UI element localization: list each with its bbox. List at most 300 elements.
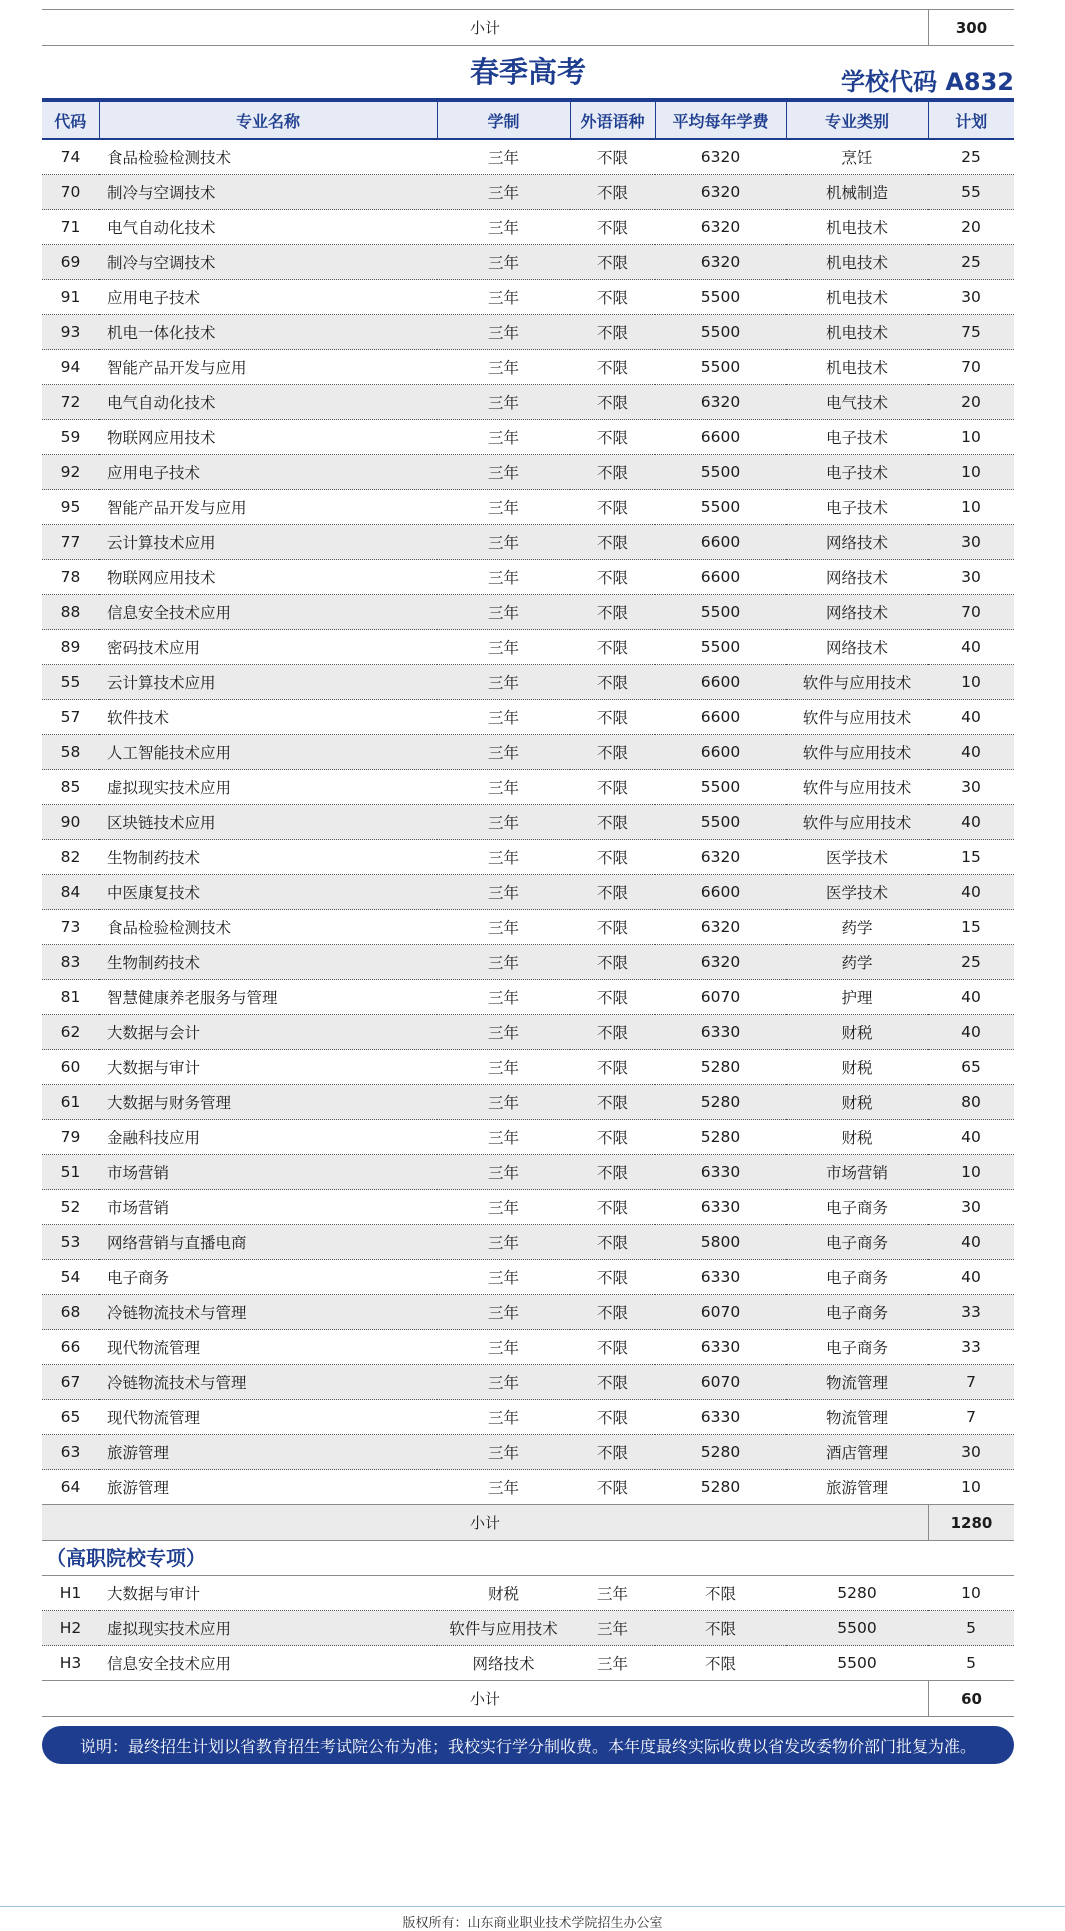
cell-duration: 三年 bbox=[437, 455, 570, 490]
cell-code: 92 bbox=[42, 455, 99, 490]
special-row bbox=[42, 1646, 1014, 1681]
cell-major-name: 应用电子技术 bbox=[99, 280, 437, 315]
cell-code: 69 bbox=[42, 245, 99, 280]
cell-plan: 25 bbox=[928, 945, 1014, 980]
table-row bbox=[42, 1400, 1014, 1435]
table-row bbox=[42, 700, 1014, 735]
cell-category: 财税 bbox=[786, 1085, 928, 1120]
cell-tuition: 6330 bbox=[655, 1260, 786, 1295]
school-code: 学校代码 A832 bbox=[840, 68, 1014, 96]
cell-duration: 三年 bbox=[437, 980, 570, 1015]
table-row bbox=[42, 945, 1014, 980]
cell-language: 不限 bbox=[570, 1435, 655, 1470]
cell-plan: 20 bbox=[928, 385, 1014, 420]
cell-code: 85 bbox=[42, 770, 99, 805]
cell-plan: 10 bbox=[928, 1470, 1014, 1505]
special-cell-tuition: 5280 bbox=[786, 1576, 928, 1611]
cell-code: 70 bbox=[42, 175, 99, 210]
cell-language: 不限 bbox=[570, 1295, 655, 1330]
cell-language: 不限 bbox=[570, 1120, 655, 1155]
cell-language: 不限 bbox=[570, 280, 655, 315]
cell-category: 机电技术 bbox=[786, 210, 928, 245]
table-row bbox=[42, 420, 1014, 455]
special-cell-duration: 三年 bbox=[570, 1646, 655, 1681]
cell-plan: 30 bbox=[928, 280, 1014, 315]
table-row bbox=[42, 490, 1014, 525]
cell-tuition: 6330 bbox=[655, 1015, 786, 1050]
column-header-tuition: 平均每年学费 bbox=[655, 100, 786, 139]
cell-duration: 三年 bbox=[437, 315, 570, 350]
cell-category: 软件与应用技术 bbox=[786, 665, 928, 700]
cell-tuition: 6320 bbox=[655, 175, 786, 210]
cell-tuition: 6330 bbox=[655, 1330, 786, 1365]
cell-duration: 三年 bbox=[437, 770, 570, 805]
cell-code: 95 bbox=[42, 490, 99, 525]
cell-major-name: 旅游管理 bbox=[99, 1435, 437, 1470]
cell-language: 不限 bbox=[570, 910, 655, 945]
cell-plan: 25 bbox=[928, 245, 1014, 280]
cell-tuition: 5800 bbox=[655, 1225, 786, 1260]
cell-duration: 三年 bbox=[437, 1435, 570, 1470]
cell-plan: 10 bbox=[928, 665, 1014, 700]
plan-table-body bbox=[42, 139, 1014, 1505]
special-cell-category: 软件与应用技术 bbox=[437, 1611, 570, 1646]
cell-code: 74 bbox=[42, 139, 99, 175]
cell-duration: 三年 bbox=[437, 1190, 570, 1225]
cell-language: 不限 bbox=[570, 735, 655, 770]
cell-duration: 三年 bbox=[437, 1050, 570, 1085]
cell-language: 不限 bbox=[570, 595, 655, 630]
cell-code: 82 bbox=[42, 840, 99, 875]
cell-code: 72 bbox=[42, 385, 99, 420]
cell-code: 65 bbox=[42, 1400, 99, 1435]
cell-language: 不限 bbox=[570, 945, 655, 980]
cell-code: 88 bbox=[42, 595, 99, 630]
cell-plan: 30 bbox=[928, 1190, 1014, 1225]
special-row bbox=[42, 1611, 1014, 1646]
cell-major-name: 大数据与财务管理 bbox=[99, 1085, 437, 1120]
cell-language: 不限 bbox=[570, 420, 655, 455]
cell-category: 电子技术 bbox=[786, 455, 928, 490]
cell-plan: 33 bbox=[928, 1330, 1014, 1365]
cell-language: 不限 bbox=[570, 1400, 655, 1435]
cell-language: 不限 bbox=[570, 805, 655, 840]
cell-duration: 三年 bbox=[437, 1470, 570, 1505]
cell-duration: 三年 bbox=[437, 1365, 570, 1400]
cell-category: 旅游管理 bbox=[786, 1470, 928, 1505]
cell-language: 不限 bbox=[570, 770, 655, 805]
cell-code: 59 bbox=[42, 420, 99, 455]
cell-tuition: 5500 bbox=[655, 455, 786, 490]
cell-language: 不限 bbox=[570, 875, 655, 910]
cell-code: 66 bbox=[42, 1330, 99, 1365]
plan-subtotal-row bbox=[42, 1505, 1014, 1541]
cell-plan: 30 bbox=[928, 770, 1014, 805]
cell-tuition: 6330 bbox=[655, 1155, 786, 1190]
cell-major-name: 区块链技术应用 bbox=[99, 805, 437, 840]
cell-code: 93 bbox=[42, 315, 99, 350]
top-subtotal-row bbox=[42, 10, 1014, 46]
cell-language: 不限 bbox=[570, 980, 655, 1015]
cell-category: 酒店管理 bbox=[786, 1435, 928, 1470]
cell-code: 73 bbox=[42, 910, 99, 945]
cell-major-name: 中医康复技术 bbox=[99, 875, 437, 910]
cell-tuition: 6320 bbox=[655, 245, 786, 280]
table-row bbox=[42, 1190, 1014, 1225]
cell-category: 物流管理 bbox=[786, 1400, 928, 1435]
cell-tuition: 6600 bbox=[655, 875, 786, 910]
column-header-major-name: 专业名称 bbox=[99, 100, 437, 139]
cell-category: 网络技术 bbox=[786, 630, 928, 665]
cell-language: 不限 bbox=[570, 1085, 655, 1120]
cell-tuition: 5280 bbox=[655, 1050, 786, 1085]
cell-major-name: 机电一体化技术 bbox=[99, 315, 437, 350]
table-row bbox=[42, 315, 1014, 350]
cell-major-name: 智慧健康养老服务与管理 bbox=[99, 980, 437, 1015]
cell-language: 不限 bbox=[570, 525, 655, 560]
special-cell-language: 不限 bbox=[655, 1611, 786, 1646]
cell-category: 财税 bbox=[786, 1050, 928, 1085]
cell-category: 电气技术 bbox=[786, 385, 928, 420]
cell-tuition: 5280 bbox=[655, 1435, 786, 1470]
cell-tuition: 6600 bbox=[655, 560, 786, 595]
table-row bbox=[42, 139, 1014, 175]
cell-category: 护理 bbox=[786, 980, 928, 1015]
cell-code: 77 bbox=[42, 525, 99, 560]
cell-major-name: 生物制药技术 bbox=[99, 840, 437, 875]
cell-duration: 三年 bbox=[437, 490, 570, 525]
cell-duration: 三年 bbox=[437, 385, 570, 420]
cell-tuition: 6320 bbox=[655, 139, 786, 175]
cell-category: 软件与应用技术 bbox=[786, 770, 928, 805]
cell-tuition: 6070 bbox=[655, 1365, 786, 1400]
special-cell-language: 不限 bbox=[655, 1576, 786, 1611]
cell-plan: 30 bbox=[928, 560, 1014, 595]
table-row bbox=[42, 1435, 1014, 1470]
cell-language: 不限 bbox=[570, 139, 655, 175]
cell-tuition: 6320 bbox=[655, 210, 786, 245]
cell-duration: 三年 bbox=[437, 1225, 570, 1260]
cell-tuition: 5500 bbox=[655, 630, 786, 665]
cell-tuition: 6320 bbox=[655, 385, 786, 420]
cell-plan: 10 bbox=[928, 455, 1014, 490]
cell-duration: 三年 bbox=[437, 840, 570, 875]
section-header bbox=[42, 46, 1014, 98]
table-row bbox=[42, 840, 1014, 875]
table-row bbox=[42, 770, 1014, 805]
cell-duration: 三年 bbox=[437, 735, 570, 770]
cell-code: 54 bbox=[42, 1260, 99, 1295]
cell-category: 机械制造 bbox=[786, 175, 928, 210]
cell-duration: 三年 bbox=[437, 245, 570, 280]
table-row bbox=[42, 455, 1014, 490]
cell-duration: 三年 bbox=[437, 595, 570, 630]
special-cell-plan: 5 bbox=[928, 1646, 1014, 1681]
table-row bbox=[42, 1015, 1014, 1050]
cell-language: 不限 bbox=[570, 700, 655, 735]
cell-category: 电子商务 bbox=[786, 1225, 928, 1260]
table-row bbox=[42, 910, 1014, 945]
special-cell-major-name: 大数据与审计 bbox=[99, 1576, 437, 1611]
cell-major-name: 食品检验检测技术 bbox=[99, 139, 437, 175]
cell-major-name: 现代物流管理 bbox=[99, 1400, 437, 1435]
cell-duration: 三年 bbox=[437, 350, 570, 385]
cell-major-name: 生物制药技术 bbox=[99, 945, 437, 980]
table-row bbox=[42, 735, 1014, 770]
cell-plan: 40 bbox=[928, 875, 1014, 910]
cell-plan: 55 bbox=[928, 175, 1014, 210]
cell-duration: 三年 bbox=[437, 139, 570, 175]
cell-plan: 30 bbox=[928, 525, 1014, 560]
cell-major-name: 云计算技术应用 bbox=[99, 665, 437, 700]
top-divider bbox=[42, 0, 1014, 10]
cell-language: 不限 bbox=[570, 560, 655, 595]
cell-duration: 三年 bbox=[437, 910, 570, 945]
cell-plan: 40 bbox=[928, 735, 1014, 770]
cell-tuition: 5500 bbox=[655, 490, 786, 525]
special-cell-duration: 三年 bbox=[570, 1611, 655, 1646]
cell-category: 电子技术 bbox=[786, 490, 928, 525]
table-row bbox=[42, 1155, 1014, 1190]
cell-code: 53 bbox=[42, 1225, 99, 1260]
special-cell-duration: 三年 bbox=[570, 1576, 655, 1611]
cell-duration: 三年 bbox=[437, 700, 570, 735]
cell-language: 不限 bbox=[570, 1225, 655, 1260]
special-subtotal-row bbox=[42, 1681, 1014, 1717]
cell-duration: 三年 bbox=[437, 1120, 570, 1155]
cell-tuition: 5500 bbox=[655, 315, 786, 350]
cell-code: 90 bbox=[42, 805, 99, 840]
table-row bbox=[42, 245, 1014, 280]
cell-code: 57 bbox=[42, 700, 99, 735]
section-title: 春季高考 bbox=[469, 55, 586, 89]
table-row bbox=[42, 630, 1014, 665]
cell-major-name: 大数据与审计 bbox=[99, 1050, 437, 1085]
cell-category: 财税 bbox=[786, 1015, 928, 1050]
cell-plan: 75 bbox=[928, 315, 1014, 350]
cell-major-name: 制冷与空调技术 bbox=[99, 175, 437, 210]
cell-code: 71 bbox=[42, 210, 99, 245]
special-cell-major-name: 信息安全技术应用 bbox=[99, 1646, 437, 1681]
cell-category: 医学技术 bbox=[786, 875, 928, 910]
cell-code: 60 bbox=[42, 1050, 99, 1085]
plan-subtotal-value: 1280 bbox=[950, 1513, 993, 1532]
special-table-body bbox=[42, 1576, 1014, 1681]
cell-code: 51 bbox=[42, 1155, 99, 1190]
special-cell-tuition: 5500 bbox=[786, 1611, 928, 1646]
cell-category: 电子商务 bbox=[786, 1330, 928, 1365]
cell-category: 网络技术 bbox=[786, 525, 928, 560]
cell-tuition: 5280 bbox=[655, 1085, 786, 1120]
cell-major-name: 密码技术应用 bbox=[99, 630, 437, 665]
cell-tuition: 5500 bbox=[655, 350, 786, 385]
cell-major-name: 物联网应用技术 bbox=[99, 420, 437, 455]
cell-language: 不限 bbox=[570, 490, 655, 525]
cell-language: 不限 bbox=[570, 350, 655, 385]
special-subtotal-value: 60 bbox=[961, 1689, 982, 1708]
footer-copyright: 版权所有：山东商业职业技术学院招生办公室 bbox=[402, 1916, 663, 1931]
cell-code: 81 bbox=[42, 980, 99, 1015]
special-cell-code: H1 bbox=[42, 1576, 99, 1611]
cell-major-name: 市场营销 bbox=[99, 1190, 437, 1225]
cell-plan: 10 bbox=[928, 420, 1014, 455]
cell-major-name: 市场营销 bbox=[99, 1155, 437, 1190]
plan-subtotal-label: 小计 bbox=[42, 1505, 929, 1540]
cell-major-name: 电气自动化技术 bbox=[99, 210, 437, 245]
cell-tuition: 6320 bbox=[655, 945, 786, 980]
table-row bbox=[42, 210, 1014, 245]
cell-language: 不限 bbox=[570, 1190, 655, 1225]
cell-duration: 三年 bbox=[437, 1015, 570, 1050]
cell-major-name: 云计算技术应用 bbox=[99, 525, 437, 560]
cell-major-name: 电气自动化技术 bbox=[99, 385, 437, 420]
cell-plan: 7 bbox=[928, 1365, 1014, 1400]
cell-category: 烹饪 bbox=[786, 139, 928, 175]
cell-tuition: 5280 bbox=[655, 1120, 786, 1155]
table-row bbox=[42, 805, 1014, 840]
cell-code: 61 bbox=[42, 1085, 99, 1120]
special-cell-language: 不限 bbox=[655, 1646, 786, 1681]
cell-category: 机电技术 bbox=[786, 350, 928, 385]
special-cell-plan: 10 bbox=[928, 1576, 1014, 1611]
plan-table-header bbox=[42, 100, 1014, 139]
table-row bbox=[42, 560, 1014, 595]
cell-category: 电子商务 bbox=[786, 1295, 928, 1330]
special-subtotal-label: 小计 bbox=[42, 1681, 929, 1716]
cell-major-name: 大数据与会计 bbox=[99, 1015, 437, 1050]
cell-major-name: 制冷与空调技术 bbox=[99, 245, 437, 280]
cell-major-name: 现代物流管理 bbox=[99, 1330, 437, 1365]
table-row bbox=[42, 1330, 1014, 1365]
cell-language: 不限 bbox=[570, 1260, 655, 1295]
table-row bbox=[42, 1365, 1014, 1400]
cell-tuition: 6320 bbox=[655, 840, 786, 875]
cell-major-name: 人工智能技术应用 bbox=[99, 735, 437, 770]
footer-divider bbox=[0, 1906, 1065, 1907]
cell-plan: 7 bbox=[928, 1400, 1014, 1435]
cell-tuition: 6070 bbox=[655, 1295, 786, 1330]
cell-tuition: 6600 bbox=[655, 665, 786, 700]
cell-language: 不限 bbox=[570, 1330, 655, 1365]
cell-language: 不限 bbox=[570, 1155, 655, 1190]
special-cell-tuition: 5500 bbox=[786, 1646, 928, 1681]
special-row bbox=[42, 1576, 1014, 1611]
column-header-language: 外语语种 bbox=[570, 100, 655, 139]
cell-code: 58 bbox=[42, 735, 99, 770]
cell-language: 不限 bbox=[570, 840, 655, 875]
special-cell-code: H3 bbox=[42, 1646, 99, 1681]
special-table bbox=[42, 1576, 1014, 1681]
cell-category: 财税 bbox=[786, 1120, 928, 1155]
cell-plan: 40 bbox=[928, 1260, 1014, 1295]
top-subtotal-label: 小计 bbox=[42, 10, 929, 45]
cell-duration: 三年 bbox=[437, 525, 570, 560]
cell-code: 78 bbox=[42, 560, 99, 595]
table-row bbox=[42, 1050, 1014, 1085]
table-row bbox=[42, 280, 1014, 315]
column-header-plan: 计划 bbox=[928, 100, 1014, 139]
cell-plan: 25 bbox=[928, 139, 1014, 175]
cell-duration: 三年 bbox=[437, 945, 570, 980]
note-banner: 说明：最终招生计划以省教育招生考试院公布为准；我校实行学分制收费。本年度最终实际收费以省发改委物价部门批复为准。 bbox=[42, 1726, 1014, 1764]
cell-duration: 三年 bbox=[437, 805, 570, 840]
cell-language: 不限 bbox=[570, 175, 655, 210]
cell-plan: 30 bbox=[928, 1435, 1014, 1470]
cell-plan: 10 bbox=[928, 1155, 1014, 1190]
cell-plan: 40 bbox=[928, 980, 1014, 1015]
table-row bbox=[42, 595, 1014, 630]
cell-category: 软件与应用技术 bbox=[786, 735, 928, 770]
table-row bbox=[42, 980, 1014, 1015]
cell-plan: 15 bbox=[928, 840, 1014, 875]
cell-category: 医学技术 bbox=[786, 840, 928, 875]
cell-duration: 三年 bbox=[437, 1155, 570, 1190]
cell-duration: 三年 bbox=[437, 875, 570, 910]
cell-plan: 40 bbox=[928, 630, 1014, 665]
cell-plan: 40 bbox=[928, 805, 1014, 840]
cell-code: 79 bbox=[42, 1120, 99, 1155]
cell-major-name: 冷链物流技术与管理 bbox=[99, 1295, 437, 1330]
cell-plan: 40 bbox=[928, 700, 1014, 735]
cell-language: 不限 bbox=[570, 630, 655, 665]
cell-duration: 三年 bbox=[437, 630, 570, 665]
cell-plan: 40 bbox=[928, 1015, 1014, 1050]
column-header-code: 代码 bbox=[42, 100, 99, 139]
cell-language: 不限 bbox=[570, 455, 655, 490]
cell-tuition: 5280 bbox=[655, 1470, 786, 1505]
special-section-title: （高职院校专项） bbox=[42, 1541, 1014, 1576]
cell-code: 68 bbox=[42, 1295, 99, 1330]
cell-category: 网络技术 bbox=[786, 560, 928, 595]
cell-plan: 80 bbox=[928, 1085, 1014, 1120]
cell-plan: 40 bbox=[928, 1225, 1014, 1260]
cell-duration: 三年 bbox=[437, 1330, 570, 1365]
table-row bbox=[42, 385, 1014, 420]
cell-tuition: 6600 bbox=[655, 420, 786, 455]
cell-language: 不限 bbox=[570, 245, 655, 280]
cell-category: 软件与应用技术 bbox=[786, 805, 928, 840]
cell-tuition: 6330 bbox=[655, 1190, 786, 1225]
cell-tuition: 5500 bbox=[655, 595, 786, 630]
cell-language: 不限 bbox=[570, 1470, 655, 1505]
special-cell-major-name: 虚拟现实技术应用 bbox=[99, 1611, 437, 1646]
cell-duration: 三年 bbox=[437, 665, 570, 700]
cell-language: 不限 bbox=[570, 1365, 655, 1400]
cell-language: 不限 bbox=[570, 385, 655, 420]
cell-tuition: 5500 bbox=[655, 280, 786, 315]
cell-language: 不限 bbox=[570, 665, 655, 700]
cell-duration: 三年 bbox=[437, 210, 570, 245]
cell-major-name: 智能产品开发与应用 bbox=[99, 490, 437, 525]
cell-duration: 三年 bbox=[437, 420, 570, 455]
table-row bbox=[42, 875, 1014, 910]
cell-tuition: 6320 bbox=[655, 910, 786, 945]
cell-major-name: 虚拟现实技术应用 bbox=[99, 770, 437, 805]
cell-category: 电子商务 bbox=[786, 1190, 928, 1225]
cell-duration: 三年 bbox=[437, 1085, 570, 1120]
table-row bbox=[42, 665, 1014, 700]
special-cell-category: 网络技术 bbox=[437, 1646, 570, 1681]
cell-code: 63 bbox=[42, 1435, 99, 1470]
cell-plan: 33 bbox=[928, 1295, 1014, 1330]
cell-major-name: 金融科技应用 bbox=[99, 1120, 437, 1155]
cell-code: 67 bbox=[42, 1365, 99, 1400]
cell-code: 55 bbox=[42, 665, 99, 700]
cell-major-name: 应用电子技术 bbox=[99, 455, 437, 490]
cell-category: 药学 bbox=[786, 910, 928, 945]
cell-category: 市场营销 bbox=[786, 1155, 928, 1190]
plan-table bbox=[42, 98, 1014, 1505]
